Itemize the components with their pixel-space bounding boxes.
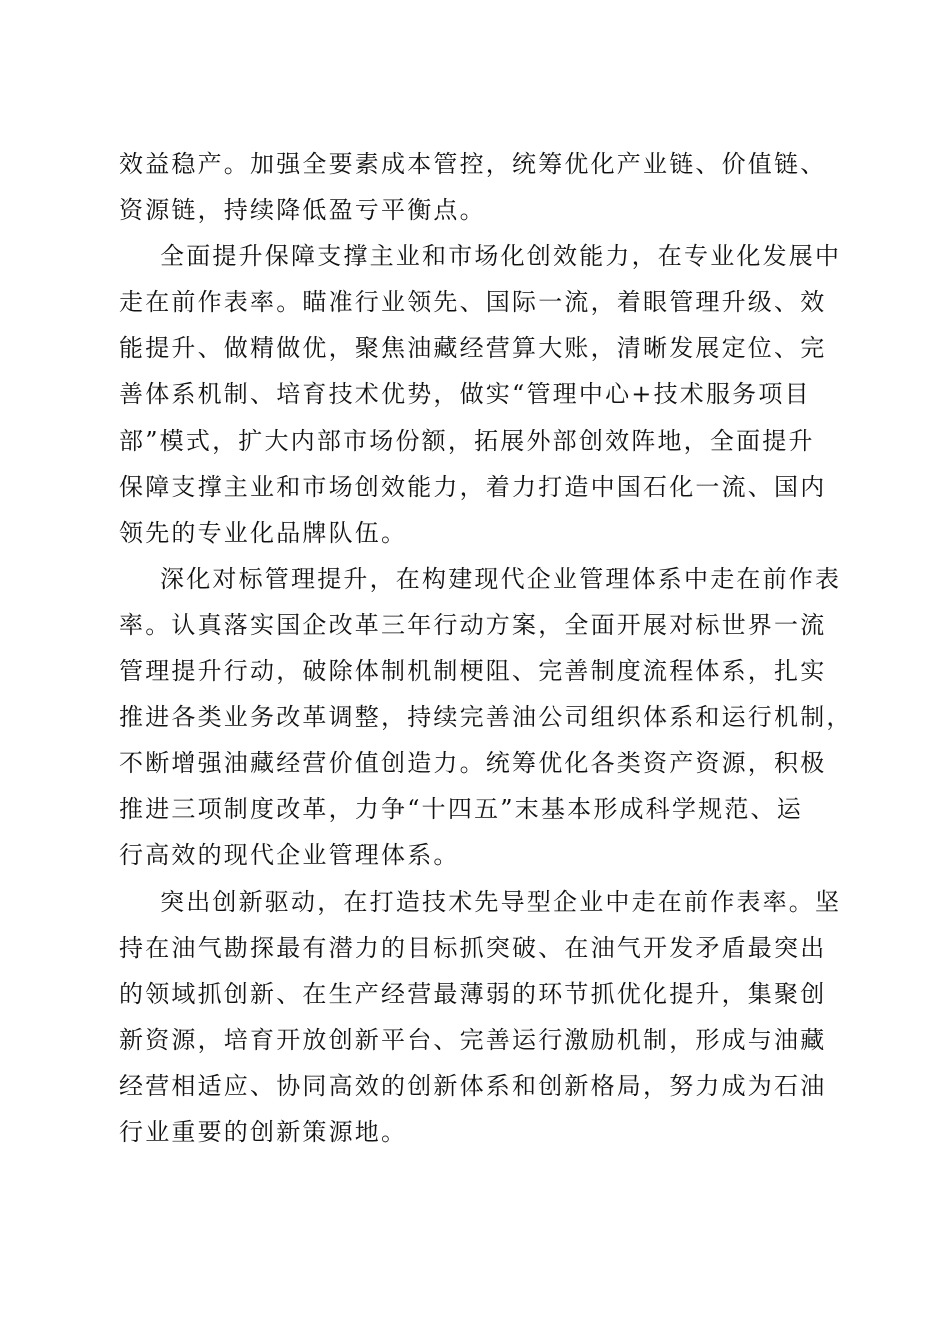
paragraph-line: 行业重要的创新策源地。	[119, 1117, 408, 1146]
paragraph-line: 管理提升行动，破除体制机制梗阻、完善制度流程体系，扎实	[119, 657, 827, 686]
paragraph-line: 部”模式，扩大内部市场份额，拓展外部创效阵地，全面提升	[119, 426, 815, 455]
paragraph-line: 深化对标管理提升，在构建现代企业管理体系中走在前作表	[160, 564, 842, 593]
paragraph-line: 资源链，持续降低盈亏平衡点。	[119, 196, 486, 225]
paragraph-line: 效益稳产。加强全要素成本管控，统筹优化产业链、价值链、	[119, 150, 827, 178]
paragraph-line: 不断增强油藏经营价值创造力。统筹优化各类资产资源，积极	[119, 749, 827, 778]
paragraph-line: 率。认真落实国企改革三年行动方案，全面开展对标世界一流	[119, 610, 827, 639]
paragraph-2	[119, 233, 842, 556]
paragraph-line: 经营相适应、协同高效的创新体系和创新格局，努力成为石油	[119, 1071, 827, 1100]
paragraph-line: 推进各类业务改革调整，持续完善油公司组织体系和运行机制，	[119, 703, 853, 732]
paragraph-line: 走在前作表率。瞄准行业领先、国际一流，着眼管理升级、效	[119, 288, 827, 317]
paragraph-line: 保障支撑主业和市场创效能力，着力打造中国石化一流、国内	[119, 472, 827, 501]
paragraph-line: 领先的专业化品牌队伍。	[119, 518, 408, 547]
paragraph-line: 推进三项制度改革，力争“十四五”末基本形成科学规范、运	[119, 795, 803, 824]
paragraph-line: 能提升、做精做优，聚焦油藏经营算大账，清晰发展定位、完	[119, 334, 827, 363]
paragraph-1	[119, 141, 831, 233]
paragraph-line: 行高效的现代企业管理体系。	[119, 841, 460, 870]
paragraph-4	[119, 879, 842, 1156]
paragraph-line: 的领域抓创新、在生产经营最薄弱的环节抓优化提升，集聚创	[119, 979, 827, 1008]
document-body	[119, 141, 853, 1155]
paragraph-line: 新资源，培育开放创新平台、完善运行激励机制，形成与油藏	[119, 1025, 827, 1054]
paragraph-line: 善体系机制、培育技术优势，做实“管理中心+技术服务项目	[119, 380, 811, 409]
paragraph-line: 持在油气勘探最有潜力的目标抓突破、在油气开发矛盾最突出	[119, 933, 827, 962]
paragraph-3	[119, 556, 853, 879]
paragraph-line: 全面提升保障支撑主业和市场化创效能力，在专业化发展中	[160, 242, 842, 271]
paragraph-line: 突出创新驱动，在打造技术先导型企业中走在前作表率。坚	[160, 887, 842, 916]
